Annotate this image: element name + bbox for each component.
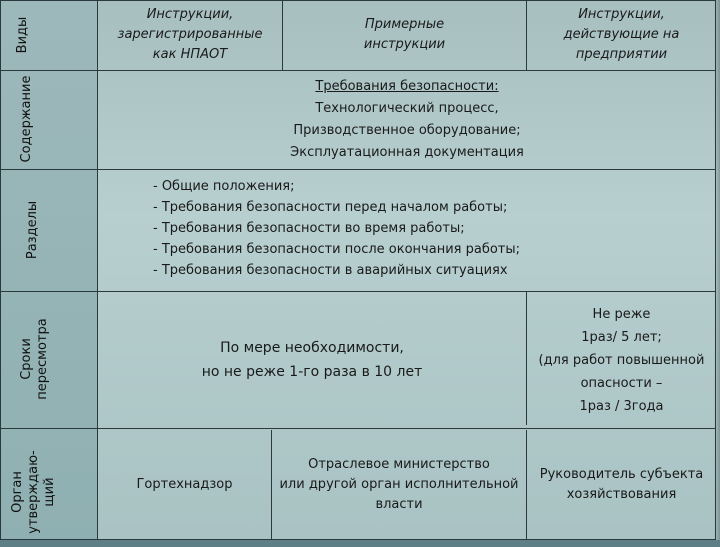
row-label-content: Содержание	[19, 75, 34, 163]
list-item: - Требования безопасности после окончания работы;	[153, 242, 521, 257]
approver-ministry: Отраслевое министерство или другой орган исполнительной власти	[279, 456, 519, 512]
content-line: Эксплуатационная документация	[290, 145, 524, 160]
list-item: - Требования безопасности в аварийных ситуациях	[153, 263, 508, 278]
list-item: - Требования безопасности во время работы;	[153, 221, 465, 236]
list-item: - Требования безопасности перед началом работы;	[153, 200, 508, 215]
header-registered-instructions: Инструкции, зарегистрированные как НПАОТ	[117, 7, 263, 62]
row-divider	[0, 169, 716, 170]
header-model-instructions: Примерные инструкции	[363, 17, 446, 52]
content-line: Технологический процесс,	[315, 101, 499, 116]
list-item: - Общие положения;	[153, 179, 295, 194]
review-term-general: По мере необходимости, но не реже 1-го раза в 10 лет	[201, 340, 423, 380]
content-cell	[98, 71, 716, 169]
content-line: Требования безопасности:	[315, 79, 499, 94]
approver-enterprise-head: Руководитель субъекта хозяйствования	[539, 466, 704, 502]
row-label-approving-body: Орган утверждаю- щий	[10, 450, 57, 534]
review-term-enterprise: Не реже 1раз/ 5 лет; (для работ повышенной опасности – 1раз / 3года	[538, 306, 705, 414]
header-enterprise-instructions: Инструкции, действующие на предприятии	[563, 7, 680, 62]
approver-gostechnadzor: Гортехнадзор	[136, 476, 233, 492]
content-line: Призводственное оборудование;	[293, 123, 521, 138]
row-label-types: Виды	[15, 16, 30, 54]
sections-list	[153, 176, 573, 281]
row-label-sections: Разделы	[25, 200, 40, 260]
row-label-review-terms: Сроки пересмотра	[19, 318, 50, 400]
page-edge-shadow	[714, 0, 720, 540]
